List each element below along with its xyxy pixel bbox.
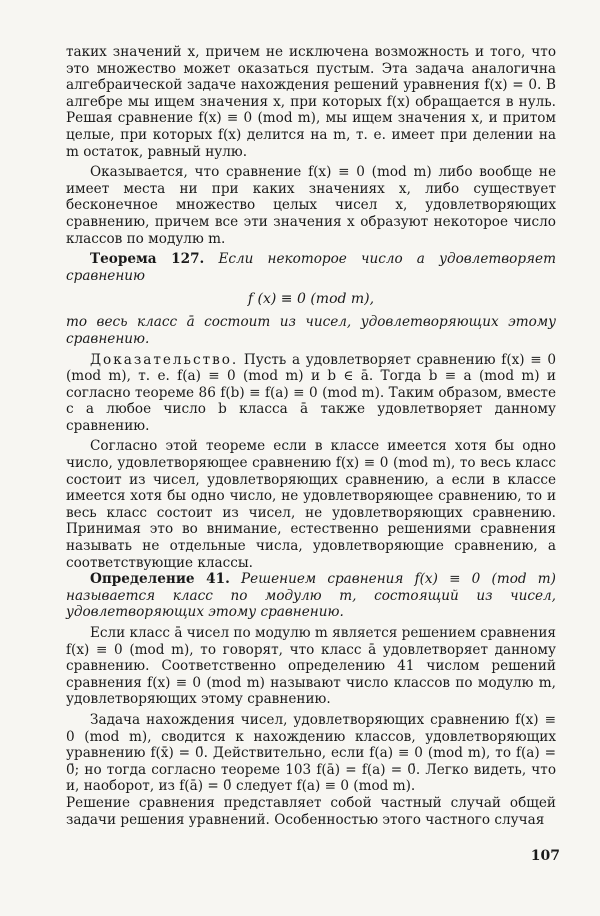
paragraph-intro: таких значений x, причем не исключена возможность и того, что это множество может оказаться пустым. Эта задача аналогична алгебраической задаче нахождения решений уравнения f(x) = 0. В алгебре мы ищем значения x, при которых f(x) обращается в нуль. Решая сравнение f(x) ≡ 0 (mod m), мы ищем значения x, и притом целые, при которых f(x) делится на m, т. е. имеет при делении на m остаток, равный нулю. (66, 44, 556, 160)
page-number: 107 (530, 848, 560, 864)
paragraph-consequence: Согласно этой теореме если в классе имеется хотя бы одно число, удовлетворяющее сравнению f(x) ≡ 0 (mod m), то весь класс состоит из чисел, удовлетворяющих сравнению, а если в классе имеется хотя бы одно число, не удовлетворяющее сравнению, то и весь класс состоит из чисел, не удовлетворяющих сравнению. Принимая это во внимание, естественно решениями сравнения называть не отдельные числа, удовлетворяющие сравнению, а соответствующие классы. (66, 438, 556, 571)
theorem-label: Теорема 127. (90, 251, 205, 268)
theorem-127 (66, 251, 556, 284)
definition-text: Решением сравнения f(x) ≡ 0 (mod m) называется класс по модулю m, состоящий из чисел, удовлетворяющих этому сравнению. (66, 571, 556, 621)
paragraph-finding-numbers: Задача нахождения чисел, удовлетворяющих сравнению f(x) ≡ 0 (mod m), сводится к нахождению классов, удовлетворяющих уравнению f(x̄) = 0̄. Действительно, если f(a) ≡ 0 (mod m), то f(a) = 0̄; но тогда согласно теореме 103 f(ā) = f(a) = 0̄. Легко видеть, что и, наоборот, из f(ā) = 0̄ следует f(a) ≡ 0 (mod m). (66, 711, 556, 795)
proof-text: Пусть a удовлетворяет сравнению f(x) ≡ 0 (mod m), т. е. f(a) ≡ 0 (mod m) и b ∈ ā. Тогда b ≡ a (mod m) и согласно теореме 86 f(b) ≡ f(a) ≡ 0 (mod m). Таким образом, вместе с a любое число b класса ā также удовлетворяет данному сравнению. (66, 351, 556, 434)
theorem-statement: Если некоторое число a удовлетворяет сравнению (66, 251, 556, 284)
paragraph-class-solution: Если класс ā чисел по модулю m является решением сравнения f(x) ≡ 0 (mod m), то говорят, что класс ā удовлетворяет данному сравнению. Соответственно определению 41 числом решений сравнения f(x) ≡ 0 (mod m) называют число классов по модулю m, удовлетворяющих этому сравнению. (66, 625, 556, 708)
proof-paragraph (66, 352, 556, 435)
theorem-formula: f (x) ≡ 0 (mod m), (247, 291, 375, 308)
paragraph-existence: Оказывается, что сравнение f(x) ≡ 0 (mod m) либо вообще не имеет места ни при каких значениях x, либо существует бесконечное множество целых чисел x, удовлетворяющих сравнению, причем все эти значения x образуют некоторое число классов по модулю m. (66, 164, 556, 247)
definition-label: Определение 41. (90, 571, 230, 588)
definition-41 (66, 571, 556, 621)
proof-label: Доказательство. (90, 351, 239, 368)
paragraph-special-case: Решение сравнения представляет собой частный случай общей задачи решения уравнений. Особенностью этого частного случая (66, 794, 556, 828)
theorem-continuation: то весь класс ā состоит из чисел, удовлетворяющих этому сравнению. (66, 314, 556, 347)
